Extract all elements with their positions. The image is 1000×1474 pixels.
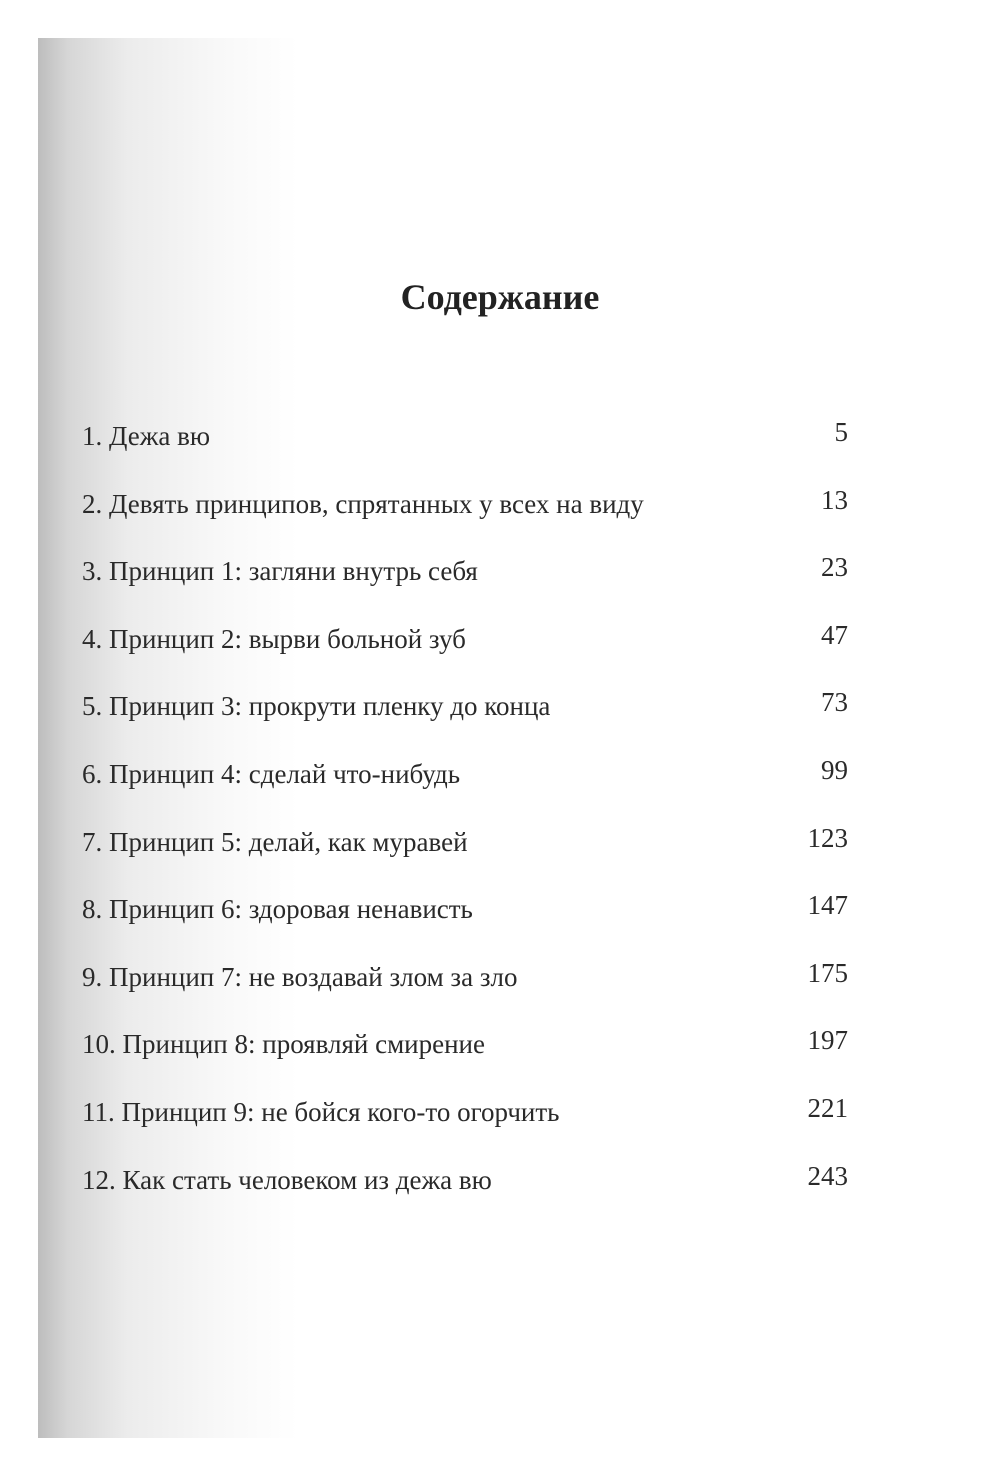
toc-entry-title: 8. Принцип 6: здоровая ненависть <box>82 894 473 925</box>
toc-entry <box>82 1162 848 1230</box>
toc-entry <box>82 1094 848 1162</box>
toc-entry <box>82 756 848 824</box>
toc-entry <box>82 621 848 689</box>
toc-entry-title: 11. Принцип 9: не бойся кого-то огорчить <box>82 1096 560 1127</box>
toc-entry-page-number: 147 <box>807 890 848 921</box>
toc-entry-page-number: 47 <box>821 619 848 650</box>
toc-entry <box>82 553 848 621</box>
toc-entry-page-number: 13 <box>821 484 848 515</box>
toc-entry-title: 12. Как стать человеком из дежа вю <box>82 1164 492 1195</box>
toc-entry-page-number: 123 <box>807 822 848 853</box>
toc-entry-page-number: 221 <box>807 1092 848 1123</box>
page-title: Содержание <box>400 277 600 317</box>
toc-entry-page-number: 99 <box>821 754 848 785</box>
toc-entry <box>82 688 848 756</box>
toc-entry-title: 10. Принцип 8: проявляй смирение <box>82 1029 485 1060</box>
toc-entry-title: 4. Принцип 2: вырви больной зуб <box>82 623 466 654</box>
toc-entry-page-number: 243 <box>807 1160 848 1191</box>
toc-entry-title: 7. Принцип 5: делай, как муравей <box>82 826 468 857</box>
toc-entry <box>82 1026 848 1094</box>
toc-entry-title: 3. Принцип 1: загляни внутрь себя <box>82 556 478 587</box>
toc-entry <box>82 891 848 959</box>
toc-entry <box>82 824 848 892</box>
toc-entry-page-number: 73 <box>821 687 848 718</box>
toc-entry-page-number: 5 <box>834 417 848 447</box>
toc-entry <box>82 959 848 1027</box>
toc-entry-title: 9. Принцип 7: не воздавай злом за зло <box>82 961 518 992</box>
book-page <box>38 38 1000 1438</box>
toc-entry-title: 2. Девять принципов, спрятанных у всех на виду <box>82 488 644 519</box>
toc-entry-page-number: 197 <box>807 1025 848 1056</box>
toc-entry-title: 1. Дежа вю <box>82 421 211 451</box>
toc-entry-title: 5. Принцип 3: прокрути пленку до конца <box>82 691 551 722</box>
toc-entry-page-number: 175 <box>807 957 848 988</box>
toc-entry-page-number: 23 <box>821 552 848 583</box>
toc-entry-title: 6. Принцип 4: сделай что-нибудь <box>82 758 461 789</box>
toc-entry <box>82 486 848 554</box>
toc-entry <box>82 418 848 486</box>
table-of-contents <box>82 418 848 1229</box>
